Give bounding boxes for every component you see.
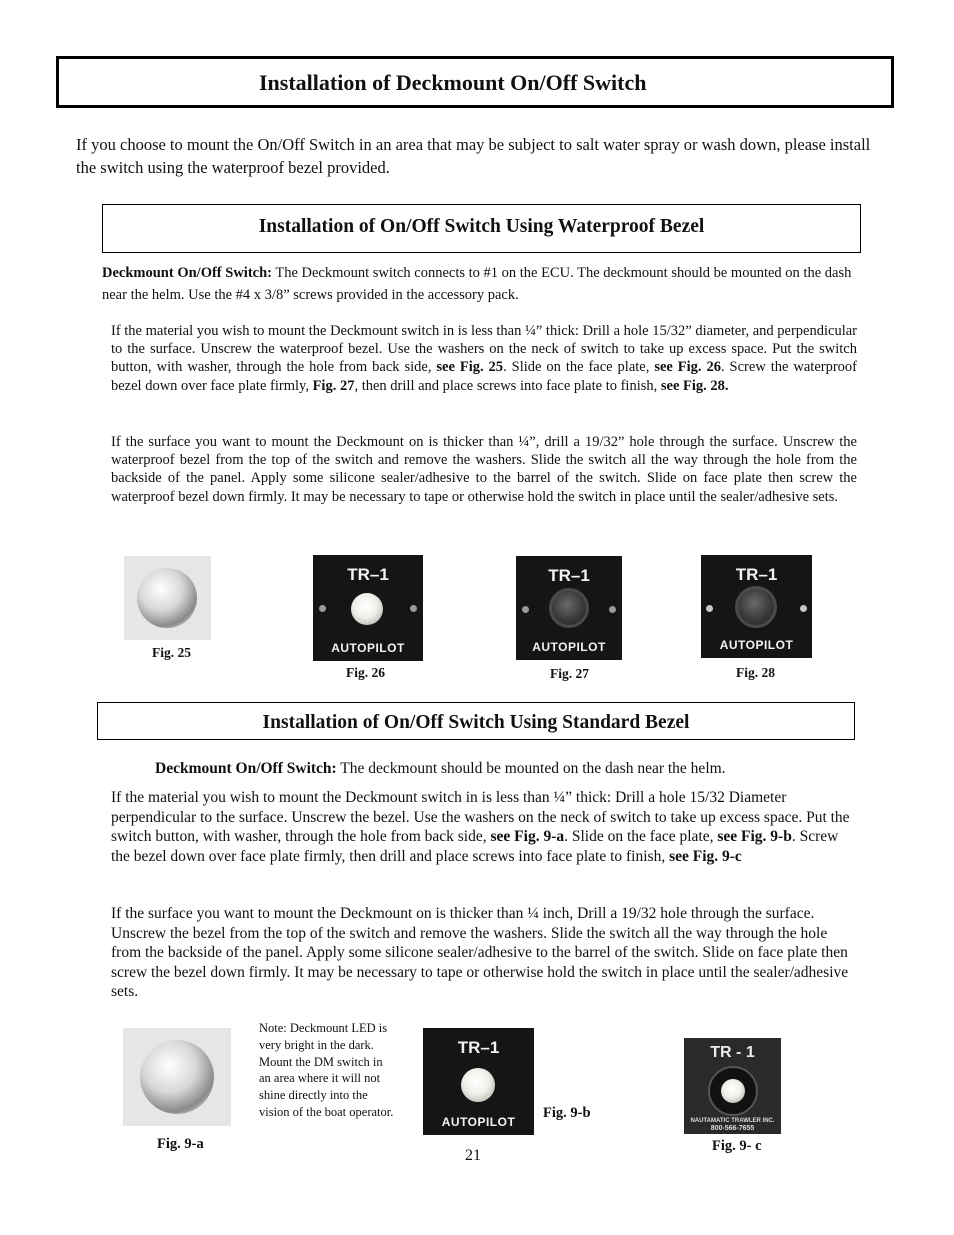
waterproof-lead-label: Deckmount On/Off Switch: [102,265,272,281]
panel-title: TR–1 [735,565,778,584]
panel-title: TR–1 [548,566,590,585]
waterproof-bezel-icon [735,586,777,628]
panel-footer: AUTOPILOT [532,640,606,654]
fig-26-photo [313,555,423,661]
standard-lead-label: Deckmount On/Off Switch: [155,760,337,777]
text-run: . Slide on the face plate, [503,359,655,376]
screw-icon [410,605,417,612]
standard-paragraph-1 [111,788,856,866]
led-button-icon [721,1079,745,1103]
text-run: , then drill and place screws into face plate to finish, [354,377,661,394]
fig-9a-label: Fig. 9-a [157,1136,204,1152]
fig-28-label: Fig. 28 [736,665,775,680]
figure-reference: see Fig. 26 [654,359,721,376]
fig-9b-label: Fig. 9-b [543,1105,591,1121]
text-run: . Slide on the face plate, [564,828,718,845]
waterproof-section-heading-box [102,204,861,253]
led-button-icon [351,593,383,625]
panel-title: TR - 1 [710,1044,755,1061]
fig-28-photo [701,555,812,658]
fig-9c-photo [684,1038,781,1134]
text-run: . Screw the waterproof bezel down over face plate firmly, [111,359,857,394]
standard-paragraph-2: If the surface you want to mount the Deckmount on is thicker than ¼ inch, Drill a 19/32 hole through the surface. Unscrew the bezel from the top of the switch and remove the washers. Slide the switch all the way through the hole from the backside of the panel. Apply some silicone sealer/adhesive to the barrel of the switch. Slide on face plate then screw the bezel down firmly. It may be necessary to tape or otherwise hold the switch in place until the sealer/adhesive sets. [111,905,849,1000]
panel-title: TR–1 [457,1038,500,1057]
fig-25-photo [124,556,211,640]
standard-section-heading: Installation of On/Off Switch Using Standard Bezel [262,712,690,733]
panel-title: TR–1 [347,565,389,584]
screw-icon [800,605,807,612]
page-title-box [56,56,894,108]
standard-lead-text: The deckmount should be mounted on the dash near the helm. [336,760,726,777]
screw-icon [609,606,616,613]
fig-9c-label: Fig. 9- c [712,1138,762,1154]
standard-section-heading-box [97,702,855,740]
led-button-icon [461,1068,495,1102]
fig-9a-photo [123,1028,231,1126]
waterproof-lead [102,262,862,306]
panel-footer: AUTOPILOT [719,638,794,652]
text-run: If the material you wish to mount the Deckmount switch in is less than ¼” thick: Drill a hole 15/32” diameter, and perpendicular to the surface. Unscrew the waterproof bezel. Use the washers on the neck of switch to take up excess space. Put the switch button, with washer, through the hole from back side, [111,323,857,376]
intro-paragraph: If you choose to mount the On/Off Switch in an area that may be subject to salt water spray or wash down, please install the switch using the waterproof bezel provided. [76,135,871,177]
waterproof-paragraph-2: If the surface you want to mount the Deckmount on is thicker than ¼”, drill a 19/32” hole through the surface. Unscrew the waterproof bezel from the top of the switch and remove the washers. Slide the switch all the way through the hole from the backside of the panel. Apply some silicone sealer/adhesive to the barrel of the switch. Slide on face plate then screw the waterproof bezel down firmly. It may be necessary to tape or otherwise hold the switch in place until the sealer/adhesive sets. [111,434,857,505]
panel-footer: AUTOPILOT [331,641,405,655]
screw-icon [706,605,713,612]
waterproof-bezel-icon [549,588,589,628]
page-title: Installation of Deckmount On/Off Switch [259,70,647,95]
page-number: 21 [465,1147,481,1164]
figure-reference: see Fig. 25 [436,359,504,376]
fig-9b-photo [423,1028,534,1135]
screw-icon [319,605,326,612]
led-button-icon [140,1040,214,1114]
waterproof-lead-text: The Deckmount switch connects to #1 on the ECU. The deckmount should be mounted on the dash near the helm. Use the #4 x 3/8” screws provided in the accessory pack. [102,265,852,303]
figure-reference: see Fig. 28. [660,377,729,394]
waterproof-section-heading: Installation of On/Off Switch Using Waterproof Bezel [258,216,705,237]
led-button-icon [137,568,197,628]
text-run: If the material you wish to mount the Deckmount switch in is less than ¼” thick: Drill a hole 15/32 Diameter perpendicular to the surface. Unscrew the bezel. Use the washers on the neck of switch to take up excess space. Put the switch button, with washer, through the hole from back side, [111,789,850,845]
text-run: . Screw the bezel down over face plate firmly, then drill and place screws into face plate to finish, [111,828,839,865]
screw-icon [522,606,529,613]
figure-reference: see Fig. 9-c [669,847,742,865]
waterproof-paragraph-1 [111,322,857,395]
panel-footer-company: NAUTAMATIC TRAWLER INC. [690,1118,775,1124]
fig-27-photo [516,556,622,660]
fig-25-label: Fig. 25 [152,645,191,660]
panel-footer: AUTOPILOT [441,1115,516,1129]
standard-lead [155,759,855,779]
led-brightness-note: Note: Deckmount LED is very bright in the dark. Mount the DM switch in an area where it will not shine directly into the vision of the boat operator. [259,1021,394,1119]
fig-26-label: Fig. 26 [346,665,385,680]
panel-footer-phone: 800-566-7655 [710,1125,755,1132]
figure-reference: see Fig. 9-a [490,828,565,845]
figure-reference: see Fig. 9-b [717,828,792,845]
fig-27-label: Fig. 27 [550,666,589,681]
figure-reference: Fig. 27 [312,377,355,394]
